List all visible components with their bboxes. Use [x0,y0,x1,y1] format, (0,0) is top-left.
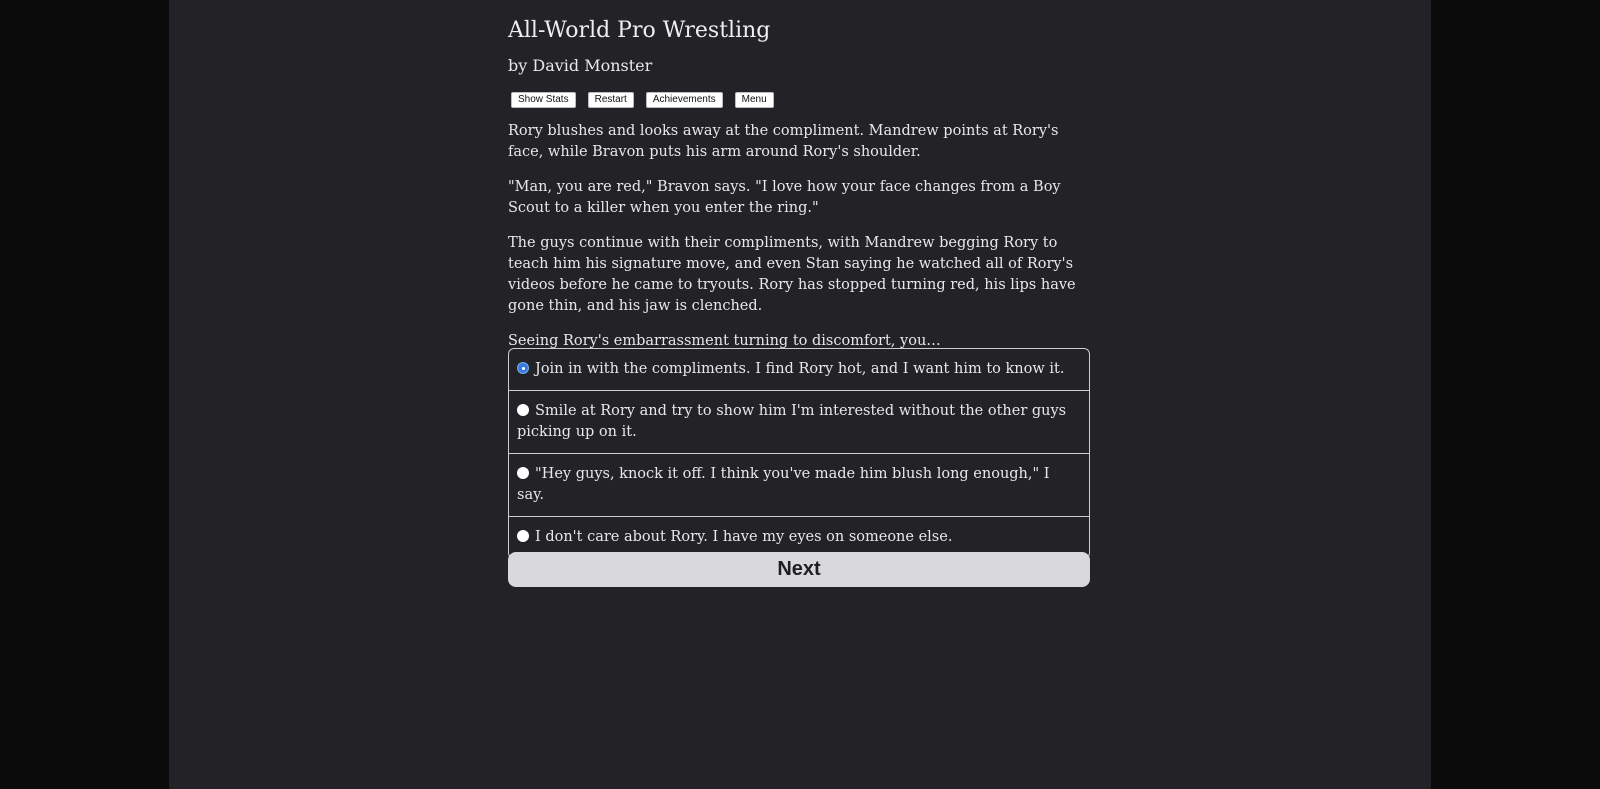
choice-label: Join in with the compliments. I find Rory hot, and I want him to know it. [535,361,1065,377]
choice-option-2[interactable] [509,390,1089,453]
radio-selected-icon[interactable] [517,362,529,374]
radio-unselected-icon[interactable] [517,530,529,542]
achievements-button[interactable]: Achievements [646,92,723,108]
story-text [508,121,1090,366]
choice-label: "Hey guys, knock it off. I think you've made him blush long enough," I say. [517,466,1050,503]
choice-list [508,348,1090,559]
game-title: All-World Pro Wrestling [508,18,771,43]
page-panel [169,0,1431,789]
choice-option-3[interactable] [509,453,1089,516]
choice-label: I don't care about Rory. I have my eyes on someone else. [535,529,953,545]
choice-label: Smile at Rory and try to show him I'm interested without the other guys picking up on it. [517,403,1067,440]
show-stats-button[interactable]: Show Stats [511,92,576,108]
next-button[interactable]: Next [508,552,1090,587]
choice-option-1[interactable] [509,349,1089,390]
game-author: by David Monster [508,56,653,75]
radio-unselected-icon[interactable] [517,467,529,479]
toolbar [511,92,774,108]
story-paragraph: Seeing Rory's embarrassment turning to discomfort, you… [508,333,941,349]
story-paragraph: "Man, you are red," Bravon says. "I love how your face changes from a Boy Scout to a killer when you enter the ring." [508,179,1061,216]
restart-button[interactable]: Restart [588,92,634,108]
story-paragraph: Rory blushes and looks away at the compliment. Mandrew points at Rory's face, while Bravon puts his arm around Rory's shoulder. [508,123,1059,160]
radio-unselected-icon[interactable] [517,404,529,416]
story-paragraph: The guys continue with their compliments, with Mandrew begging Rory to teach him his signature move, and even Stan saying he watched all of Rory's videos before he came to tryouts. Rory has stopped turning red, his lips have gone thin, and his jaw is clenched. [508,235,1076,314]
menu-button[interactable]: Menu [735,92,774,108]
